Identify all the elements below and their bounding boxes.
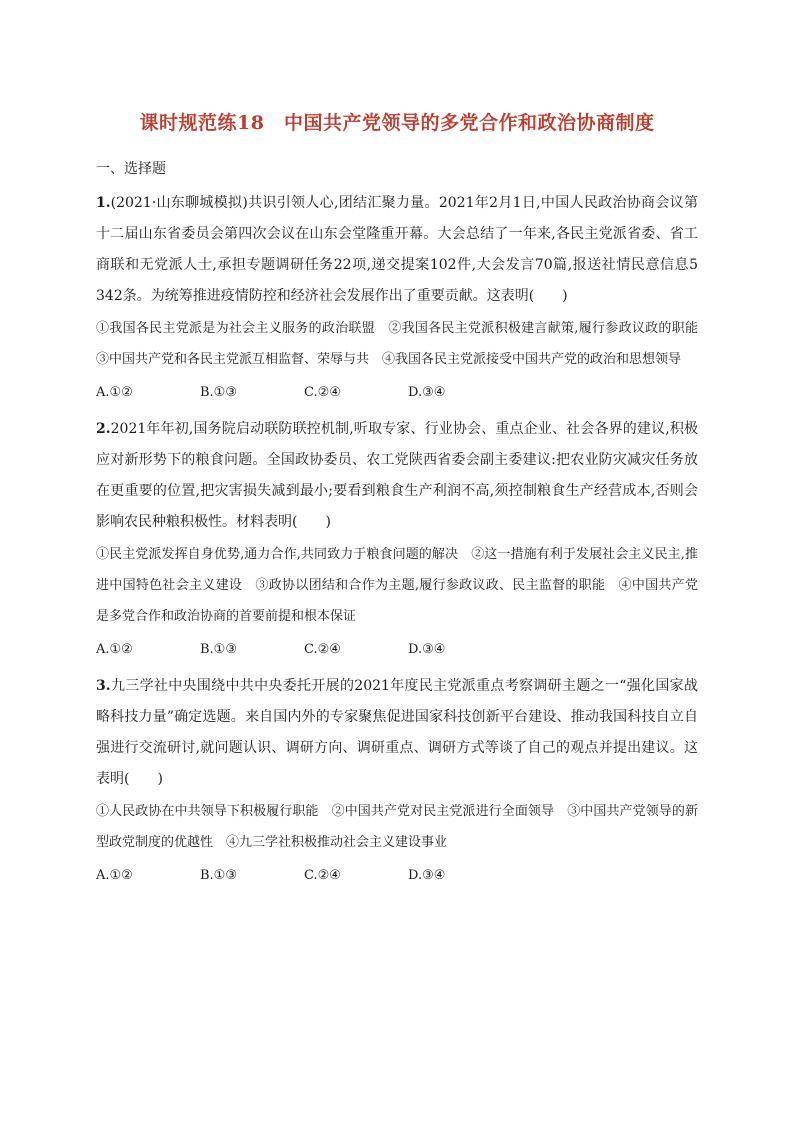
choice-c[interactable]: C.②④ bbox=[304, 642, 341, 657]
answer-choices bbox=[96, 634, 698, 665]
question-text: 九三学社中央围绕中共中央委托开展的2021年度民主党派重点考察调研主题之一“强化国家战略科技力量”确定选题。来自国内外的专家聚焦促进国家科技创新平台建设、推动我国科技自立自强进行交流研讨,就问题认识、调研方向、调研重点、调研方式等谈了自己的观点并提出建议。这表明( ) bbox=[96, 678, 698, 787]
choice-b[interactable]: B.①③ bbox=[200, 642, 237, 657]
answer-choices bbox=[96, 860, 698, 891]
answer-choices bbox=[96, 377, 698, 408]
question-stem bbox=[96, 414, 698, 538]
question-text: 2021年年初,国务院启动联防联控机制,听取专家、行业协会、重点企业、社会各界的建议,积极应对新形势下的粮食问题。全国政协委员、农工党陕西省委会副主委建议:把农业防灾减灾任务放在更重要的位置,把灾害损失减到最小;要看到粮食生产利润不高,须控制粮食生产经营成本,否则会影响农民种粮积极性。材料表明( ) bbox=[96, 421, 698, 530]
choice-b[interactable]: B.①③ bbox=[200, 868, 237, 883]
question-number: 3. bbox=[96, 678, 111, 694]
choice-a[interactable]: A.①② bbox=[96, 642, 133, 657]
choice-d[interactable]: D.③④ bbox=[408, 642, 446, 657]
choice-c[interactable]: C.②④ bbox=[304, 385, 341, 400]
section-heading: 一、选择题 bbox=[96, 161, 166, 177]
page-title: 课时规范练18 中国共产党领导的多党合作和政治协商制度 bbox=[139, 112, 655, 134]
question-1 bbox=[96, 188, 712, 408]
question-stem bbox=[96, 671, 698, 795]
question-text: (2021·山东聊城模拟)共识引领人心,团结汇聚力量。2021年2月1日,中国人民政治协商会议第十二届山东省委员会第四次会议在山东会堂隆重开幕。大会总结了一年来,各民主党派省委、省工商联和无党派人士,承担专题调研任务22项,递交提案102件,大会发言70篇,报送社情民意信息5 342条。为统筹推进疫情防控和经济社会发展作出了重要贡献。这表明( ) bbox=[96, 195, 698, 304]
choice-b[interactable]: B.①③ bbox=[200, 385, 237, 400]
choice-d[interactable]: D.③④ bbox=[408, 868, 446, 883]
question-statements: ①我国各民主党派是为社会主义服务的政治联盟 ②我国各民主党派积极建言献策,履行参政议政的职能 ③中国共产党和各民主党派互相监督、荣辱与共 ④我国各民主党派接受中国共产党的政治和思想领导 bbox=[96, 321, 712, 367]
question-number: 2. bbox=[96, 421, 111, 437]
choice-a[interactable]: A.①② bbox=[96, 385, 133, 400]
question-number: 1. bbox=[96, 195, 111, 211]
question-stem bbox=[96, 188, 698, 312]
choice-d[interactable]: D.③④ bbox=[408, 385, 446, 400]
question-2 bbox=[96, 414, 698, 665]
question-3 bbox=[96, 671, 698, 891]
choice-c[interactable]: C.②④ bbox=[304, 868, 341, 883]
choice-a[interactable]: A.①② bbox=[96, 868, 133, 883]
question-statements: ①人民政协在中共领导下积极履行职能 ②中国共产党对民主党派进行全面领导 ③中国共产党领导的新型政党制度的优越性 ④九三学社积极推动社会主义建设事业 bbox=[96, 804, 698, 850]
question-list bbox=[96, 188, 712, 897]
question-statements: ①民主党派发挥自身优势,通力合作,共同致力于粮食问题的解决 ②这一措施有利于发展社会主义民主,推进中国特色社会主义建设 ③政协以团结和合作为主题,履行参政议政、民主监督的职能 ④中国共产党是多党合作和政治协商的首要前提和根本保证 bbox=[96, 547, 698, 624]
